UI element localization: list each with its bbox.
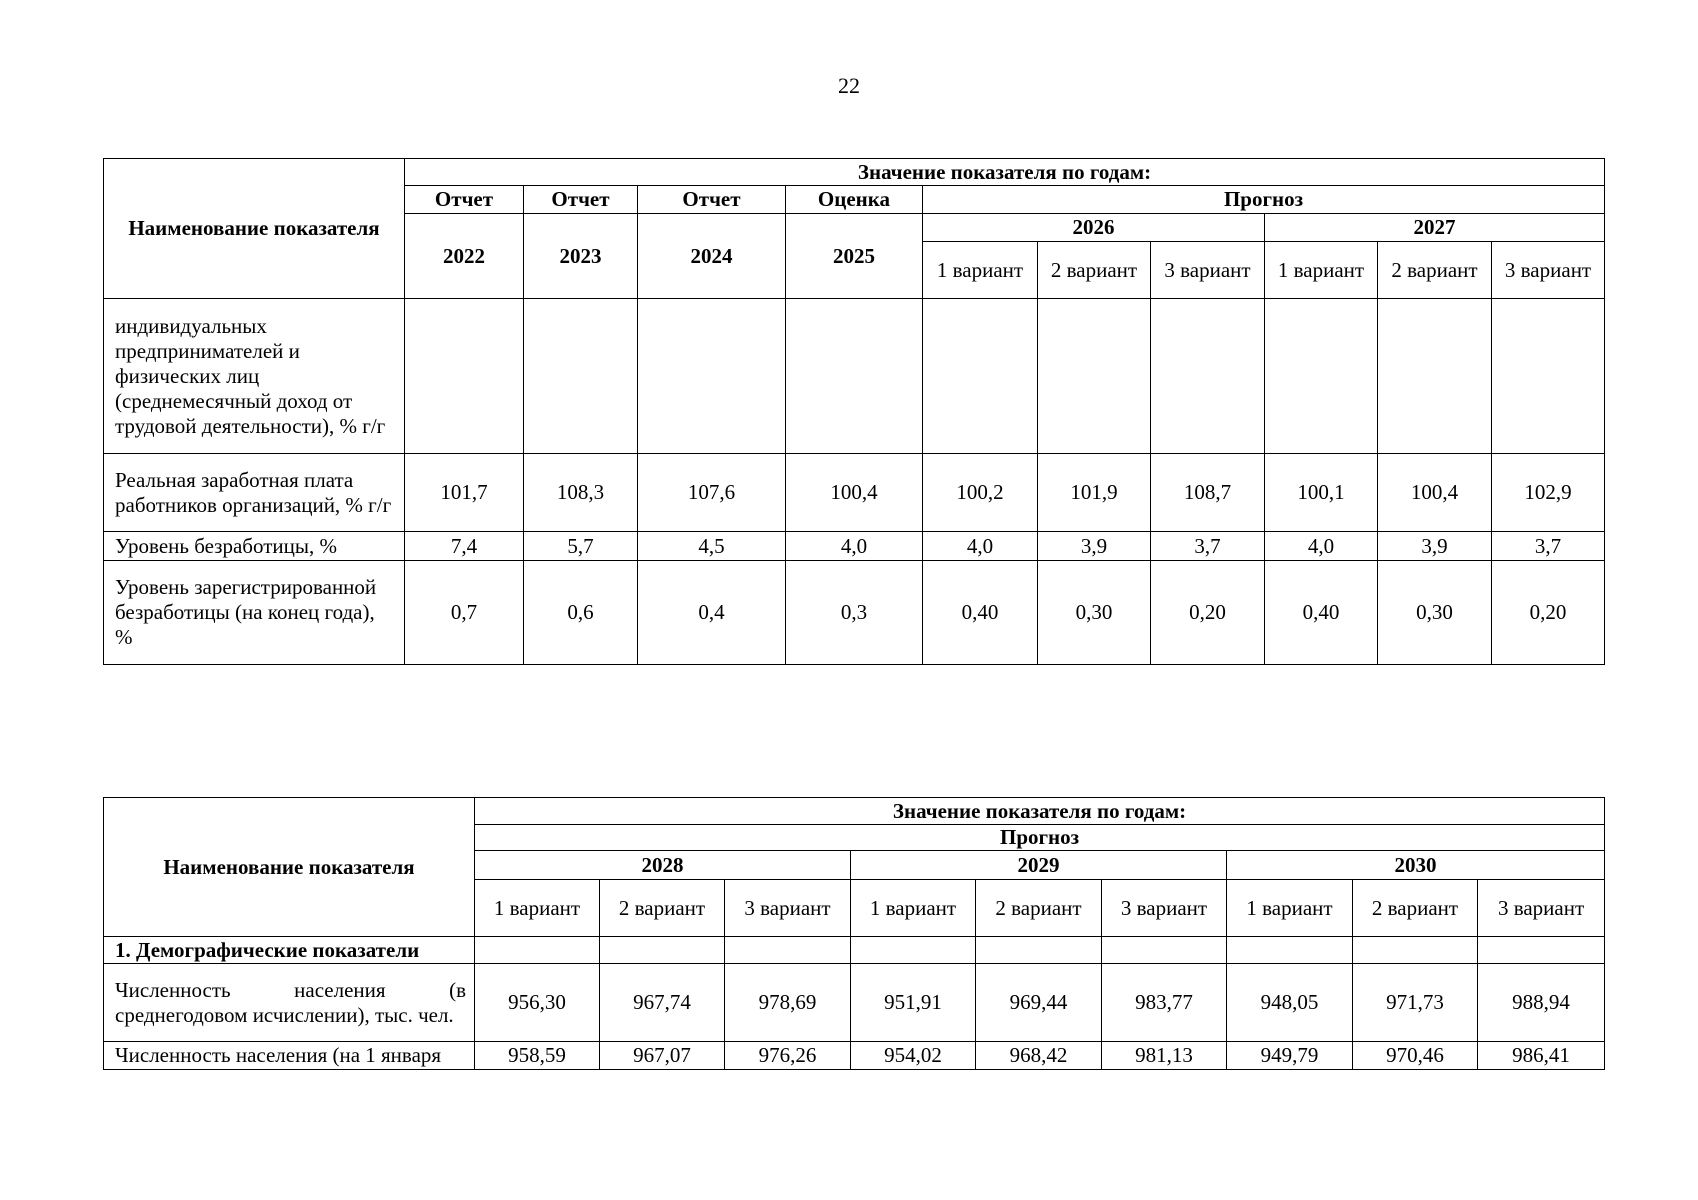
header-variant: 1 вариант xyxy=(475,880,600,937)
value-cell: 4,0 xyxy=(923,532,1038,561)
table-row xyxy=(104,454,1605,532)
value-cell xyxy=(524,299,638,454)
header-year-2030: 2030 xyxy=(1227,851,1605,880)
value-cell xyxy=(1151,299,1265,454)
value-cell: 0,20 xyxy=(1151,561,1265,665)
value-cell: 0,20 xyxy=(1492,561,1605,665)
section-title: 1. Демографические показатели xyxy=(104,937,475,964)
table-row xyxy=(104,561,1605,665)
value-cell: 986,41 xyxy=(1478,1042,1605,1070)
table-row xyxy=(104,532,1605,561)
row-label: Уровень безработицы, % xyxy=(104,532,405,561)
value-cell xyxy=(786,299,923,454)
value-cell: 971,73 xyxy=(1353,964,1478,1042)
value-cell: 968,42 xyxy=(976,1042,1102,1070)
value-cell: 108,7 xyxy=(1151,454,1265,532)
header-variant: 1 вариант xyxy=(1265,242,1378,299)
indicators-table-2022-2027 xyxy=(103,158,1605,665)
value-cell: 969,44 xyxy=(976,964,1102,1042)
value-cell: 4,0 xyxy=(786,532,923,561)
value-cell: 3,7 xyxy=(1151,532,1265,561)
header-variant: 3 вариант xyxy=(1151,242,1265,299)
value-cell: 967,07 xyxy=(600,1042,725,1070)
header-year-2029: 2029 xyxy=(851,851,1227,880)
value-cell xyxy=(638,299,786,454)
header-year-2028: 2028 xyxy=(475,851,851,880)
value-cell: 0,40 xyxy=(1265,561,1378,665)
row-label: Уровень зарегистрированной безработицы (на конец года), % xyxy=(104,561,405,665)
value-cell: 976,26 xyxy=(725,1042,851,1070)
value-cell: 981,13 xyxy=(1102,1042,1227,1070)
header-variant: 3 вариант xyxy=(1492,242,1605,299)
header-kind-2024: Отчет xyxy=(638,186,786,214)
value-cell: 0,7 xyxy=(405,561,524,665)
header-variant: 2 вариант xyxy=(1353,880,1478,937)
value-cell: 5,7 xyxy=(524,532,638,561)
value-cell xyxy=(405,299,524,454)
header-kind-2022: Отчет xyxy=(405,186,524,214)
value-cell xyxy=(1492,299,1605,454)
page-number: 22 xyxy=(838,73,860,98)
header-variant: 1 вариант xyxy=(923,242,1038,299)
header-variant: 2 вариант xyxy=(600,880,725,937)
row-label: Реальная заработная плата работников организаций, % г/г xyxy=(104,454,405,532)
value-cell: 0,6 xyxy=(524,561,638,665)
value-cell: 100,1 xyxy=(1265,454,1378,532)
header-variant: 1 вариант xyxy=(851,880,976,937)
value-cell: 0,4 xyxy=(638,561,786,665)
header-variant: 2 вариант xyxy=(976,880,1102,937)
header-variant: 2 вариант xyxy=(1378,242,1492,299)
header-kind-2023: Отчет xyxy=(524,186,638,214)
value-cell xyxy=(1265,299,1378,454)
value-cell xyxy=(923,299,1038,454)
value-cell: 4,5 xyxy=(638,532,786,561)
indicators-table-2028-2030 xyxy=(103,797,1605,1070)
header-variant: 2 вариант xyxy=(1038,242,1151,299)
value-cell: 100,4 xyxy=(786,454,923,532)
row-label: Численность населения (на 1 января xyxy=(104,1042,475,1070)
value-cell: 0,40 xyxy=(923,561,1038,665)
header-variant: 3 вариант xyxy=(725,880,851,937)
value-cell: 958,59 xyxy=(475,1042,600,1070)
table-row xyxy=(104,964,1605,1042)
value-cell: 0,3 xyxy=(786,561,923,665)
value-cell: 100,2 xyxy=(923,454,1038,532)
value-cell: 7,4 xyxy=(405,532,524,561)
value-cell: 107,6 xyxy=(638,454,786,532)
header-variant: 3 вариант xyxy=(1478,880,1605,937)
value-cell: 970,46 xyxy=(1353,1042,1478,1070)
header-year-2027: 2027 xyxy=(1265,214,1605,242)
row-label: индивидуальных предпринимателей и физических лиц (среднемесячный доход от трудовой деятельности), % г/г xyxy=(104,299,405,454)
value-cell xyxy=(1038,299,1151,454)
value-cell: 0,30 xyxy=(1038,561,1151,665)
header-year-2022: 2022 xyxy=(405,214,524,299)
header-year-2023: 2023 xyxy=(524,214,638,299)
value-cell: 951,91 xyxy=(851,964,976,1042)
value-cell: 4,0 xyxy=(1265,532,1378,561)
value-cell: 101,9 xyxy=(1038,454,1151,532)
header-variant: 1 вариант xyxy=(1227,880,1353,937)
value-cell: 100,4 xyxy=(1378,454,1492,532)
value-cell: 988,94 xyxy=(1478,964,1605,1042)
value-cell xyxy=(1378,299,1492,454)
value-cell: 967,74 xyxy=(600,964,725,1042)
section-row xyxy=(104,937,1605,964)
value-cell: 102,9 xyxy=(1492,454,1605,532)
table-row xyxy=(104,299,1605,454)
row-label: Численность населения (в среднегодовом исчислении), тыс. чел. xyxy=(104,964,475,1042)
value-cell: 101,7 xyxy=(405,454,524,532)
value-cell: 956,30 xyxy=(475,964,600,1042)
value-cell: 948,05 xyxy=(1227,964,1353,1042)
header-year-2024: 2024 xyxy=(638,214,786,299)
header-forecast: Прогноз xyxy=(923,186,1605,214)
value-cell: 983,77 xyxy=(1102,964,1227,1042)
value-cell: 3,9 xyxy=(1038,532,1151,561)
header-variant: 3 вариант xyxy=(1102,880,1227,937)
value-cell: 3,9 xyxy=(1378,532,1492,561)
header-year-2025: 2025 xyxy=(786,214,923,299)
header-indicator-name: Наименование показателя xyxy=(104,798,475,937)
header-year-2026: 2026 xyxy=(923,214,1265,242)
header-values-by-year: Значение показателя по годам: xyxy=(405,159,1605,186)
header-forecast: Прогноз xyxy=(475,825,1605,851)
value-cell: 954,02 xyxy=(851,1042,976,1070)
table-row xyxy=(104,1042,1605,1070)
header-indicator-name: Наименование показателя xyxy=(104,159,405,299)
value-cell: 108,3 xyxy=(524,454,638,532)
value-cell: 0,30 xyxy=(1378,561,1492,665)
value-cell: 978,69 xyxy=(725,964,851,1042)
value-cell: 3,7 xyxy=(1492,532,1605,561)
value-cell: 949,79 xyxy=(1227,1042,1353,1070)
header-kind-2025: Оценка xyxy=(786,186,923,214)
header-values-by-year: Значение показателя по годам: xyxy=(475,798,1605,825)
